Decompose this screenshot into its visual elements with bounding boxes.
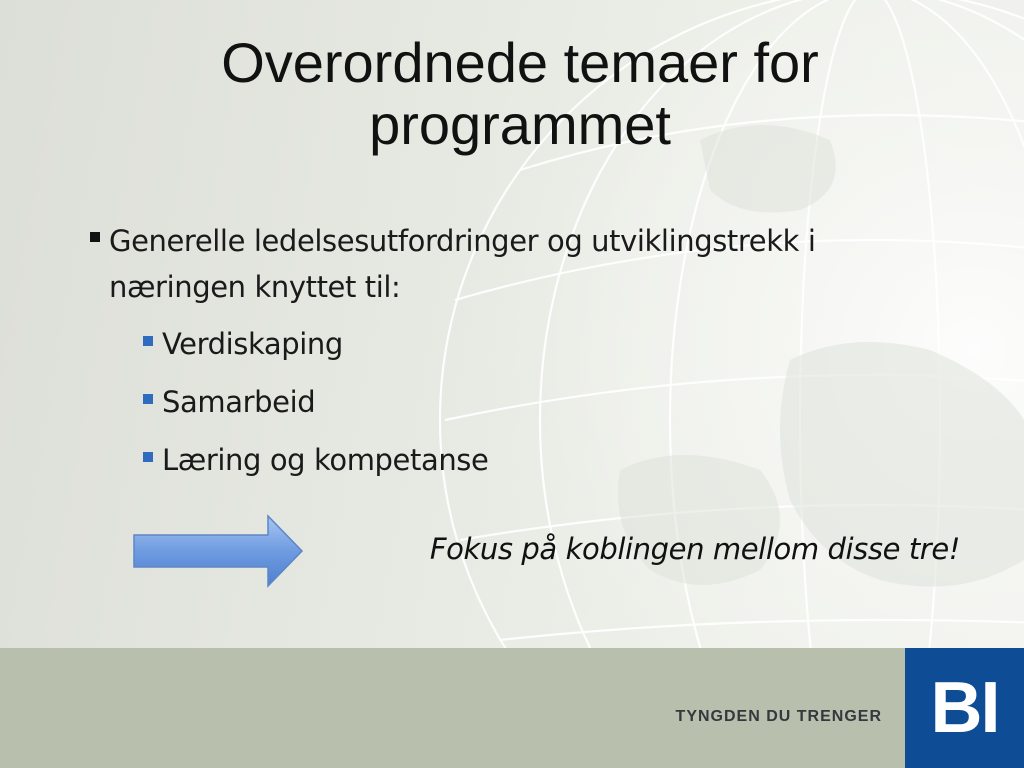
title-line-2: programmet: [369, 93, 671, 156]
bullet-square-icon: [90, 232, 100, 242]
sub-bullet-text: Verdiskaping: [162, 327, 343, 361]
bullet-square-icon: [143, 394, 153, 404]
main-bullet-text: Generelle ledelsesutfordringer og utviklingstrekk i næringen knyttet til:: [109, 224, 816, 304]
sub-bullet: [143, 318, 960, 376]
title-line-1: Overordnede temaer for: [221, 31, 819, 94]
bullet-square-icon: [143, 452, 153, 462]
right-arrow-icon: [128, 512, 308, 590]
tagline: TYNGDEN DU TRENGER: [675, 708, 882, 725]
sub-bullet-text: Samarbeid: [162, 385, 316, 419]
sub-bullet: [143, 434, 960, 492]
slide-title: [100, 32, 940, 156]
main-bullet: [90, 218, 960, 310]
bi-logo: [905, 648, 1024, 768]
sub-bullet-list: [90, 318, 960, 492]
logo-text: BI: [930, 668, 999, 748]
sub-bullet: [143, 376, 960, 434]
sub-bullet-text: Læring og kompetanse: [162, 443, 489, 477]
bullet-square-icon: [143, 336, 153, 346]
focus-text: Fokus på koblingen mellom disse tre!: [429, 532, 960, 566]
bullet-list: [90, 218, 960, 492]
